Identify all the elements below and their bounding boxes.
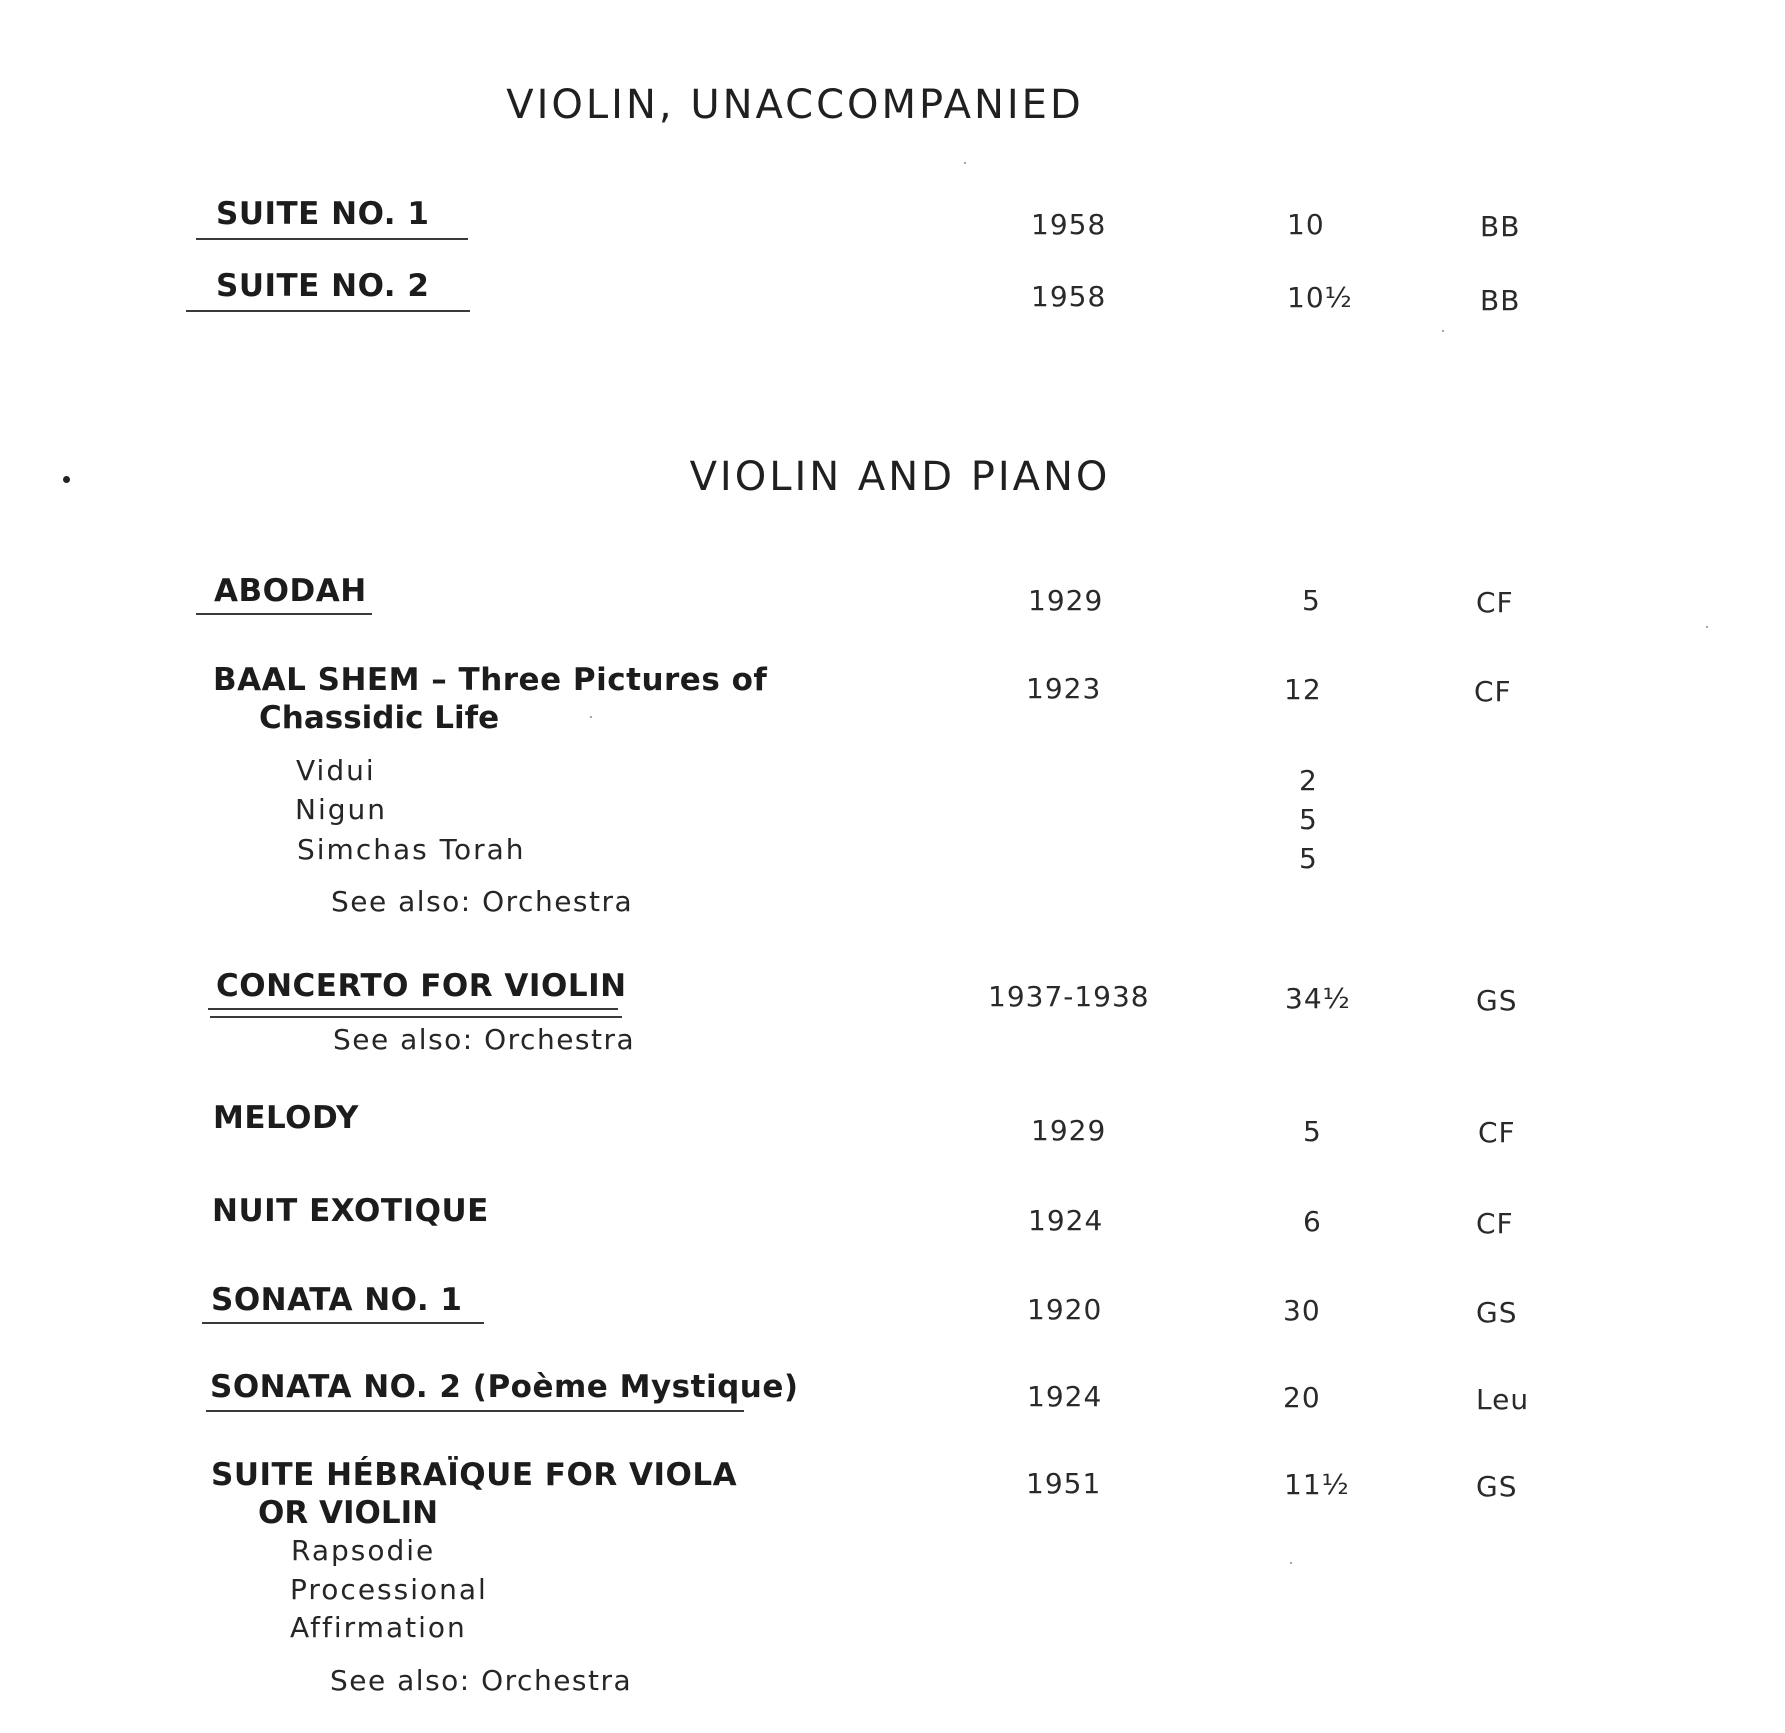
entry-year: 1958 <box>1031 280 1107 313</box>
entry-year: 1929 <box>1028 584 1104 617</box>
entry-publisher: BB <box>1480 210 1521 243</box>
entry-title-continuation: Chassidic Life <box>259 700 500 736</box>
entry-year: 1958 <box>1031 208 1107 241</box>
entry-title-melody: MELODY <box>213 1100 359 1136</box>
entry-duration: 34½ <box>1285 982 1351 1015</box>
underline <box>206 1410 744 1412</box>
entry-publisher: GS <box>1476 1470 1518 1503</box>
entry-title-suite-1: SUITE NO. 1 <box>216 196 430 232</box>
scan-speck <box>1290 1562 1292 1564</box>
entry-publisher: Leu <box>1476 1383 1530 1416</box>
entry-publisher: GS <box>1476 984 1518 1017</box>
entry-title-continuation: OR VIOLIN <box>258 1495 439 1531</box>
entry-title-baal-shem: BAAL SHEM – Three Pictures of <box>213 662 768 698</box>
see-also-note: See also: Orchestra <box>333 1023 636 1056</box>
entry-year: 1920 <box>1027 1293 1103 1326</box>
movement-duration: 2 <box>1299 764 1318 797</box>
entry-duration: 5 <box>1303 1115 1322 1148</box>
see-also-note: See also: Orchestra <box>331 885 634 918</box>
movement-name: Simchas Torah <box>297 833 526 866</box>
underline <box>196 238 468 240</box>
entry-publisher: CF <box>1478 1116 1516 1149</box>
entry-publisher: BB <box>1480 284 1521 317</box>
scan-speck <box>1442 330 1444 332</box>
scan-speck <box>590 716 592 718</box>
entry-duration: 6 <box>1303 1205 1322 1238</box>
movement-name: Nigun <box>295 793 387 826</box>
entry-year: 1924 <box>1028 1204 1104 1237</box>
entry-title-nuit-exotique: NUIT EXOTIQUE <box>212 1193 489 1229</box>
entry-duration: 5 <box>1302 584 1321 617</box>
entry-year: 1951 <box>1026 1467 1102 1500</box>
underline <box>196 613 372 615</box>
entry-publisher: CF <box>1476 586 1514 619</box>
entry-publisher: CF <box>1476 1207 1514 1240</box>
entry-year: 1924 <box>1027 1380 1103 1413</box>
scan-speck <box>964 162 966 164</box>
section-heading-violin-unaccompanied: VIOLIN, UNACCOMPANIED <box>506 82 1084 128</box>
section-heading-violin-and-piano: VIOLIN AND PIANO <box>689 454 1111 500</box>
movement-duration: 5 <box>1299 842 1318 875</box>
movement-name: Vidui <box>296 754 376 787</box>
see-also-note: See also: Orchestra <box>330 1664 633 1697</box>
movement-name: Affirmation <box>290 1611 467 1644</box>
underline <box>208 1008 618 1010</box>
entry-publisher: CF <box>1474 675 1512 708</box>
underline <box>186 310 470 312</box>
entry-title-suite-hebraique: SUITE HÉBRAÏQUE FOR VIOLA <box>211 1457 738 1493</box>
movement-name: Processional <box>290 1573 488 1606</box>
entry-duration: 10½ <box>1287 281 1353 314</box>
entry-year: 1929 <box>1031 1114 1107 1147</box>
entry-title-suite-2: SUITE NO. 2 <box>216 268 430 304</box>
scan-speck <box>1706 626 1708 628</box>
stray-dot <box>63 476 70 483</box>
entry-duration: 10 <box>1287 208 1325 241</box>
entry-duration: 30 <box>1283 1294 1321 1327</box>
movement-name: Rapsodie <box>291 1534 436 1567</box>
entry-year: 1937-1938 <box>988 980 1150 1013</box>
entry-title-sonata-1: SONATA NO. 1 <box>211 1282 463 1318</box>
entry-publisher: GS <box>1476 1296 1518 1329</box>
underline <box>202 1322 484 1324</box>
entry-title-abodah: ABODAH <box>214 573 367 609</box>
entry-duration: 12 <box>1284 673 1322 706</box>
entry-duration: 11½ <box>1284 1468 1350 1501</box>
underline <box>210 1016 622 1018</box>
entry-year: 1923 <box>1026 672 1102 705</box>
entry-duration: 20 <box>1283 1381 1321 1414</box>
movement-duration: 5 <box>1299 803 1318 836</box>
entry-title-concerto: CONCERTO FOR VIOLIN <box>216 968 627 1004</box>
entry-title-sonata-2: SONATA NO. 2 (Poème Mystique) <box>210 1369 799 1405</box>
